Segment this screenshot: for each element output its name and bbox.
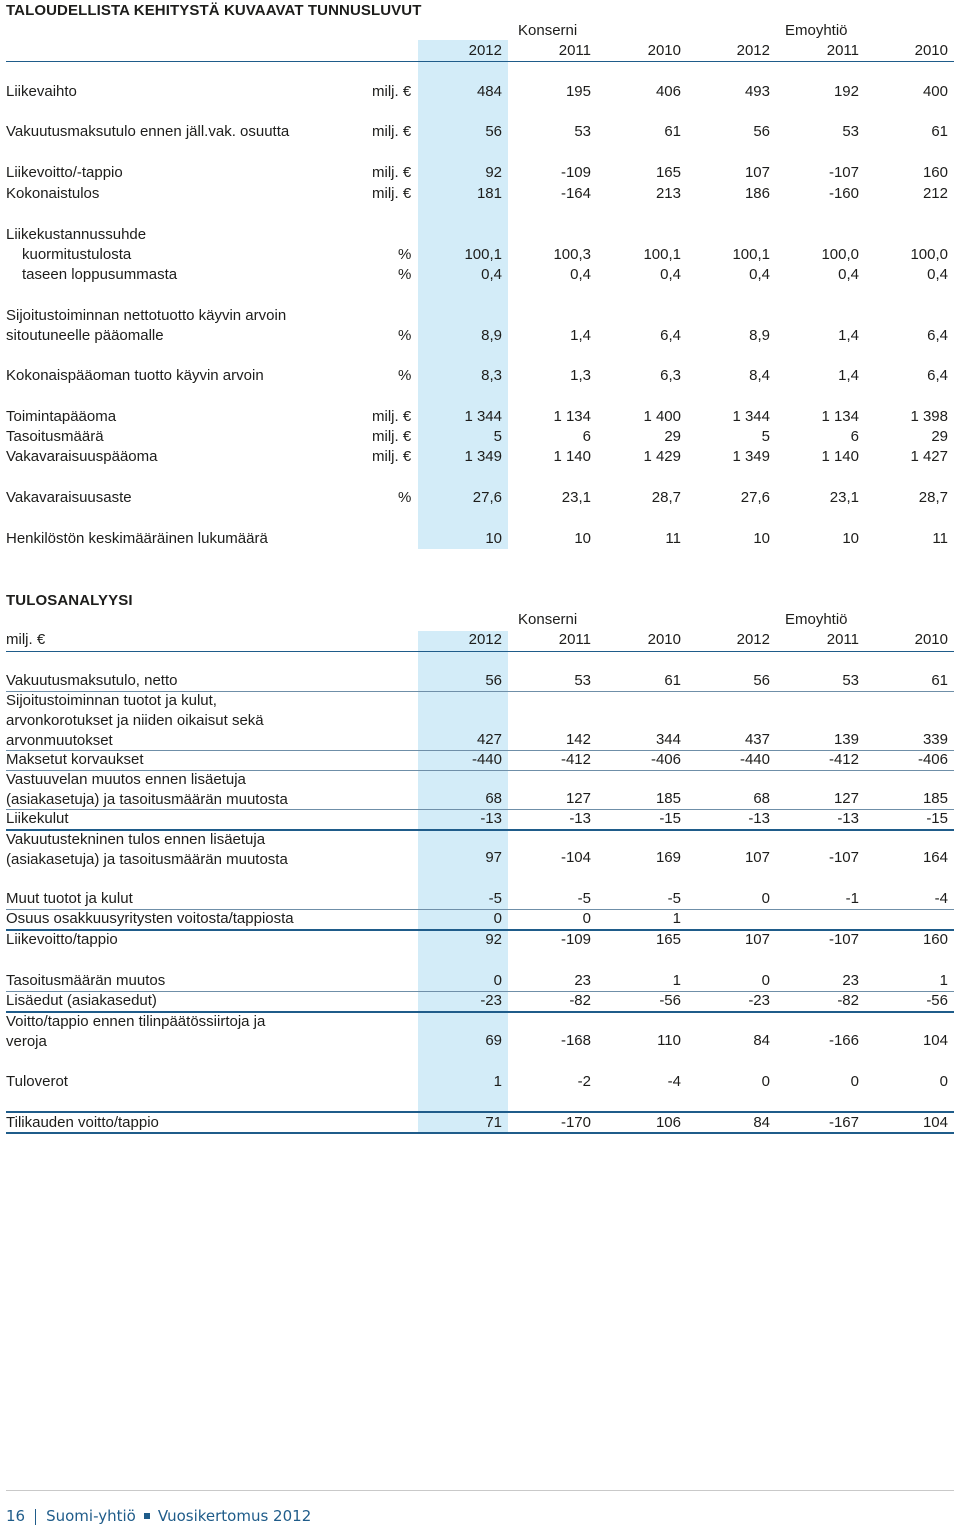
cell: 107 bbox=[744, 931, 770, 948]
row-unit: % bbox=[398, 266, 412, 283]
cell: 0 bbox=[493, 972, 502, 989]
year-header: 2010 bbox=[914, 42, 948, 59]
table-row bbox=[0, 848, 960, 868]
row-label: Vakavaraisuusaste bbox=[6, 489, 132, 506]
cell: 165 bbox=[655, 164, 681, 181]
header-rule bbox=[6, 61, 954, 62]
cell: 1 400 bbox=[643, 408, 681, 425]
cell: -13 bbox=[569, 810, 591, 827]
cell: 23 bbox=[842, 972, 859, 989]
cell: 0 bbox=[493, 910, 502, 927]
cell: 61 bbox=[931, 123, 948, 140]
cell: 169 bbox=[655, 849, 681, 866]
row-unit: % bbox=[398, 489, 412, 506]
cell: 23,1 bbox=[829, 489, 859, 506]
unit-label: milj. € bbox=[6, 631, 46, 648]
cell: -15 bbox=[926, 810, 948, 827]
cell: 127 bbox=[565, 790, 591, 807]
cell: 6 bbox=[582, 428, 591, 445]
table-row bbox=[0, 809, 960, 829]
cell: 1 427 bbox=[910, 448, 948, 465]
cell: 8,4 bbox=[749, 367, 770, 384]
row-label: Liikevaihto bbox=[6, 83, 77, 100]
table-row bbox=[0, 265, 960, 285]
row-unit: milj. € bbox=[372, 408, 412, 425]
year-header: 2011 bbox=[558, 42, 591, 59]
cell: 139 bbox=[833, 731, 859, 748]
cell: 11 bbox=[932, 530, 948, 547]
cell: 97 bbox=[485, 849, 502, 866]
row-label: Muut tuotot ja kulut bbox=[6, 890, 133, 907]
row-label: Liikevoitto/-tappio bbox=[6, 164, 123, 181]
cell: 0 bbox=[761, 1073, 770, 1090]
cell: -440 bbox=[471, 751, 502, 768]
group-emoyhtio: Emoyhtiö bbox=[785, 611, 848, 628]
cell: -5 bbox=[667, 890, 681, 907]
year-header: 2010 bbox=[914, 631, 948, 648]
section-title-tunnusluvut: TALOUDELLISTA KEHITYSTÄ KUVAAVAT TUNNUSLUVUT bbox=[6, 2, 422, 19]
row-label: Vakavaraisuuspääoma bbox=[6, 448, 158, 465]
cell: 0 bbox=[850, 1073, 859, 1090]
cell: -5 bbox=[488, 890, 502, 907]
cell: 92 bbox=[485, 164, 502, 181]
cell: 5 bbox=[493, 428, 502, 445]
row-label: Liikevoitto/tappio bbox=[6, 931, 118, 948]
cell: -13 bbox=[837, 810, 859, 827]
table-row bbox=[0, 488, 960, 508]
cell: 1 349 bbox=[464, 448, 502, 465]
table-row bbox=[0, 366, 960, 386]
row-label-line: arvonmuutokset bbox=[6, 732, 113, 749]
footer-separator bbox=[35, 1509, 36, 1525]
cell: 339 bbox=[922, 731, 948, 748]
table-row bbox=[0, 82, 960, 102]
cell: 92 bbox=[485, 931, 502, 948]
cell: -406 bbox=[917, 751, 948, 768]
cell: 437 bbox=[744, 731, 770, 748]
footer-publication: Vuosikertomus 2012 bbox=[157, 1507, 312, 1525]
row-label: Liikekustannussuhde bbox=[6, 226, 147, 243]
table-row bbox=[0, 529, 960, 549]
row-label: Vakuutusmaksutulo ennen jäll.vak. osuutta bbox=[6, 123, 290, 140]
year-header: 2011 bbox=[558, 631, 591, 648]
group-header-row bbox=[0, 610, 960, 630]
cell: 27,6 bbox=[740, 489, 770, 506]
highlight-column-2012-konserni-1 bbox=[418, 40, 508, 549]
row-label-line: Vakuutustekninen tulos ennen lisäetuja bbox=[6, 831, 266, 848]
cell: 1 344 bbox=[732, 408, 770, 425]
section-title-tulosanalyysi: TULOSANALYYSI bbox=[6, 592, 133, 609]
table-row bbox=[0, 407, 960, 427]
cell: -168 bbox=[560, 1032, 591, 1049]
cell: 400 bbox=[922, 83, 948, 100]
table-row bbox=[0, 909, 960, 929]
cell: 53 bbox=[842, 123, 859, 140]
year-header: 2011 bbox=[826, 42, 859, 59]
row-label: Toimintapääoma bbox=[6, 408, 117, 425]
cell: 164 bbox=[922, 849, 948, 866]
cell: -4 bbox=[934, 890, 948, 907]
cell: 56 bbox=[485, 123, 502, 140]
cell: 10 bbox=[574, 530, 591, 547]
cell: -23 bbox=[748, 992, 770, 1009]
cell: -107 bbox=[828, 164, 859, 181]
cell: 100,0 bbox=[821, 246, 859, 263]
cell: -412 bbox=[560, 751, 591, 768]
cell: 1 140 bbox=[553, 448, 591, 465]
cell: -412 bbox=[828, 751, 859, 768]
table-row bbox=[0, 1113, 960, 1133]
cell: 181 bbox=[476, 185, 502, 202]
cell: 11 bbox=[665, 530, 681, 547]
table-row bbox=[0, 184, 960, 204]
row-label: Osuus osakkuusyritysten voitosta/tappiosta bbox=[6, 910, 294, 927]
table-row bbox=[0, 1072, 960, 1092]
cell: 68 bbox=[485, 790, 502, 807]
row-label-line: arvonkorotukset ja niiden oikaisut sekä bbox=[6, 712, 264, 729]
cell: 56 bbox=[753, 672, 770, 689]
cell: -166 bbox=[828, 1032, 859, 1049]
cell: 100,1 bbox=[464, 246, 502, 263]
cell: 1 bbox=[672, 972, 681, 989]
cell: 107 bbox=[744, 164, 770, 181]
cell: -164 bbox=[560, 185, 591, 202]
cell: 0,4 bbox=[749, 266, 770, 283]
cell: 0 bbox=[761, 972, 770, 989]
cell: 104 bbox=[922, 1032, 948, 1049]
year-header: 2012 bbox=[736, 42, 770, 59]
cell: 53 bbox=[842, 672, 859, 689]
cell: 427 bbox=[476, 731, 502, 748]
table-row bbox=[0, 930, 960, 950]
row-unit: milj. € bbox=[372, 428, 412, 445]
cell: -440 bbox=[739, 751, 770, 768]
row-label-line: (asiakasetuja) ja tasoitusmäärän muutosta bbox=[6, 791, 288, 808]
cell: 1,3 bbox=[570, 367, 591, 384]
cell: -13 bbox=[480, 810, 502, 827]
table-row bbox=[0, 427, 960, 447]
row-unit: milj. € bbox=[372, 185, 412, 202]
cell: 61 bbox=[931, 672, 948, 689]
cell: -406 bbox=[650, 751, 681, 768]
cell: 212 bbox=[922, 185, 948, 202]
row-label-line: veroja bbox=[6, 1033, 47, 1050]
cell: 160 bbox=[922, 164, 948, 181]
cell: 1 344 bbox=[464, 408, 502, 425]
cell: 68 bbox=[753, 790, 770, 807]
cell: 1 134 bbox=[553, 408, 591, 425]
cell: 8,9 bbox=[481, 327, 502, 344]
cell: 6,3 bbox=[660, 367, 681, 384]
row-label-line: Voitto/tappio ennen tilinpäätössiirtoja ja bbox=[6, 1013, 266, 1030]
cell: 10 bbox=[842, 530, 859, 547]
row-label: Henkilöstön keskimääräinen lukumäärä bbox=[6, 530, 268, 547]
row-label: Tasoitusmäärän muutos bbox=[6, 972, 166, 989]
cell: 1 349 bbox=[732, 448, 770, 465]
table-row bbox=[0, 991, 960, 1011]
table-row bbox=[0, 750, 960, 770]
cell: -15 bbox=[659, 810, 681, 827]
cell: -1 bbox=[845, 890, 859, 907]
cell: 185 bbox=[655, 790, 681, 807]
year-header: 2012 bbox=[736, 631, 770, 648]
cell: -82 bbox=[569, 992, 591, 1009]
cell: 185 bbox=[922, 790, 948, 807]
row-label: Sijoitustoiminnan nettotuotto käyvin arvoin bbox=[6, 307, 287, 324]
cell: 29 bbox=[664, 428, 681, 445]
table-row bbox=[0, 163, 960, 183]
row-label: Tuloverot bbox=[6, 1073, 68, 1090]
cell: 106 bbox=[655, 1114, 681, 1131]
cell: 84 bbox=[753, 1032, 770, 1049]
cell: 23 bbox=[574, 972, 591, 989]
cell: -107 bbox=[828, 931, 859, 948]
cell: 100,0 bbox=[910, 246, 948, 263]
page-number: 16 bbox=[6, 1507, 26, 1525]
row-unit: milj. € bbox=[372, 448, 412, 465]
table-row-heading bbox=[0, 225, 960, 245]
cell: -23 bbox=[480, 992, 502, 1009]
group-header-row bbox=[0, 21, 960, 41]
table-row bbox=[0, 1031, 960, 1051]
cell: 10 bbox=[753, 530, 770, 547]
cell: 6,4 bbox=[927, 327, 948, 344]
cell: 484 bbox=[476, 83, 502, 100]
cell: -160 bbox=[828, 185, 859, 202]
row-unit: milj. € bbox=[372, 83, 412, 100]
cell: 27,6 bbox=[472, 489, 502, 506]
cell: 195 bbox=[565, 83, 591, 100]
cell: 104 bbox=[922, 1114, 948, 1131]
cell: 493 bbox=[744, 83, 770, 100]
cell: 186 bbox=[744, 185, 770, 202]
footer-company: Suomi-yhtiö bbox=[46, 1507, 136, 1525]
cell: 1 134 bbox=[821, 408, 859, 425]
row-label: Tilikauden voitto/tappio bbox=[6, 1114, 159, 1131]
cell: 5 bbox=[761, 428, 770, 445]
cell: 53 bbox=[574, 123, 591, 140]
cell: -167 bbox=[828, 1114, 859, 1131]
cell: 10 bbox=[485, 530, 502, 547]
cell: 61 bbox=[664, 672, 681, 689]
cell: 406 bbox=[655, 83, 681, 100]
page-footer bbox=[6, 1507, 311, 1525]
cell: -82 bbox=[837, 992, 859, 1009]
cell: 100,1 bbox=[643, 246, 681, 263]
row-label: Kokonaistulos bbox=[6, 185, 100, 202]
table-row bbox=[0, 730, 960, 750]
year-header: 2012 bbox=[468, 631, 502, 648]
cell: -109 bbox=[560, 164, 591, 181]
cell: 0 bbox=[582, 910, 591, 927]
cell: 6 bbox=[850, 428, 859, 445]
cell: -104 bbox=[560, 849, 591, 866]
row-label: Maksetut korvaukset bbox=[6, 751, 144, 768]
cell: 29 bbox=[931, 428, 948, 445]
row-unit: % bbox=[398, 246, 412, 263]
cell: 100,3 bbox=[553, 246, 591, 263]
cell: 1 429 bbox=[643, 448, 681, 465]
table-row-heading bbox=[0, 306, 960, 326]
table-row bbox=[0, 245, 960, 265]
cell: 56 bbox=[485, 672, 502, 689]
cell: 142 bbox=[565, 731, 591, 748]
row-label: sitoutuneelle pääomalle bbox=[6, 327, 164, 344]
cell: 1 bbox=[939, 972, 948, 989]
cell: -5 bbox=[577, 890, 591, 907]
year-header: 2010 bbox=[647, 631, 681, 648]
row-label: kuormitustulosta bbox=[22, 246, 132, 263]
cell: 8,9 bbox=[749, 327, 770, 344]
cell: 1,4 bbox=[570, 327, 591, 344]
table-row bbox=[0, 889, 960, 909]
row-label-line: Vastuuvelan muutos ennen lisäetuja bbox=[6, 771, 246, 788]
cell: 107 bbox=[744, 849, 770, 866]
cell: -107 bbox=[828, 849, 859, 866]
row-unit: % bbox=[398, 327, 412, 344]
cell: 53 bbox=[574, 672, 591, 689]
row-label-line: (asiakasetuja) ja tasoitusmäärän muutosta bbox=[6, 851, 288, 868]
cell: 84 bbox=[753, 1114, 770, 1131]
cell: 0 bbox=[939, 1073, 948, 1090]
cell: 127 bbox=[833, 790, 859, 807]
cell: 28,7 bbox=[651, 489, 681, 506]
cell: 1 bbox=[672, 910, 681, 927]
bullet-square-icon bbox=[144, 1513, 150, 1519]
row-rule bbox=[6, 1132, 954, 1134]
cell: 160 bbox=[922, 931, 948, 948]
year-header: 2011 bbox=[826, 631, 859, 648]
year-header: 2012 bbox=[468, 42, 502, 59]
cell: 192 bbox=[833, 83, 859, 100]
cell: 0,4 bbox=[927, 266, 948, 283]
cell: 56 bbox=[753, 123, 770, 140]
table-row bbox=[0, 447, 960, 467]
row-label: taseen loppusummasta bbox=[22, 266, 178, 283]
cell: 165 bbox=[655, 931, 681, 948]
cell: 1,4 bbox=[838, 367, 859, 384]
cell: 213 bbox=[655, 185, 681, 202]
cell: 23,1 bbox=[561, 489, 591, 506]
row-label: Tasoitusmäärä bbox=[6, 428, 104, 445]
group-konserni: Konserni bbox=[518, 22, 578, 39]
cell: 1,4 bbox=[838, 327, 859, 344]
cell: 6,4 bbox=[660, 327, 681, 344]
row-unit: milj. € bbox=[372, 123, 412, 140]
cell: 69 bbox=[485, 1032, 502, 1049]
row-label: Vakuutusmaksutulo, netto bbox=[6, 672, 178, 689]
cell: -170 bbox=[560, 1114, 591, 1131]
row-label: Lisäedut (asiakasedut) bbox=[6, 992, 157, 1009]
row-unit: % bbox=[398, 367, 412, 384]
cell: -2 bbox=[577, 1073, 591, 1090]
cell: -56 bbox=[659, 992, 681, 1009]
year-header-row bbox=[0, 630, 960, 650]
cell: 1 bbox=[493, 1073, 502, 1090]
cell: 1 398 bbox=[910, 408, 948, 425]
year-header-row bbox=[0, 41, 960, 61]
cell: 1 140 bbox=[821, 448, 859, 465]
row-label: Liikekulut bbox=[6, 810, 69, 827]
row-unit: milj. € bbox=[372, 164, 412, 181]
cell: 8,3 bbox=[481, 367, 502, 384]
cell: 0 bbox=[761, 890, 770, 907]
cell: 0,4 bbox=[570, 266, 591, 283]
cell: 0,4 bbox=[660, 266, 681, 283]
table-row bbox=[0, 971, 960, 991]
cell: 0,4 bbox=[481, 266, 502, 283]
cell: -56 bbox=[926, 992, 948, 1009]
cell: -109 bbox=[560, 931, 591, 948]
table-row bbox=[0, 789, 960, 809]
cell: 110 bbox=[657, 1032, 681, 1049]
cell: 100,1 bbox=[732, 246, 770, 263]
row-label-line: Sijoitustoiminnan tuotot ja kulut, bbox=[6, 692, 217, 709]
cell: -4 bbox=[667, 1073, 681, 1090]
cell: 71 bbox=[485, 1114, 502, 1131]
cell: 344 bbox=[655, 731, 681, 748]
cell: 28,7 bbox=[918, 489, 948, 506]
cell: 0,4 bbox=[838, 266, 859, 283]
highlight-column-2012-konserni-2 bbox=[418, 631, 508, 1133]
table-row bbox=[0, 326, 960, 346]
cell: 6,4 bbox=[927, 367, 948, 384]
group-emoyhtio: Emoyhtiö bbox=[785, 22, 848, 39]
group-konserni: Konserni bbox=[518, 611, 578, 628]
table-row bbox=[0, 671, 960, 691]
cell: -13 bbox=[748, 810, 770, 827]
cell: 61 bbox=[664, 123, 681, 140]
table-row bbox=[0, 122, 960, 142]
row-label: Kokonaispääoman tuotto käyvin arvoin bbox=[6, 367, 264, 384]
year-header: 2010 bbox=[647, 42, 681, 59]
header-rule bbox=[6, 651, 954, 652]
footer-rule bbox=[6, 1490, 954, 1491]
